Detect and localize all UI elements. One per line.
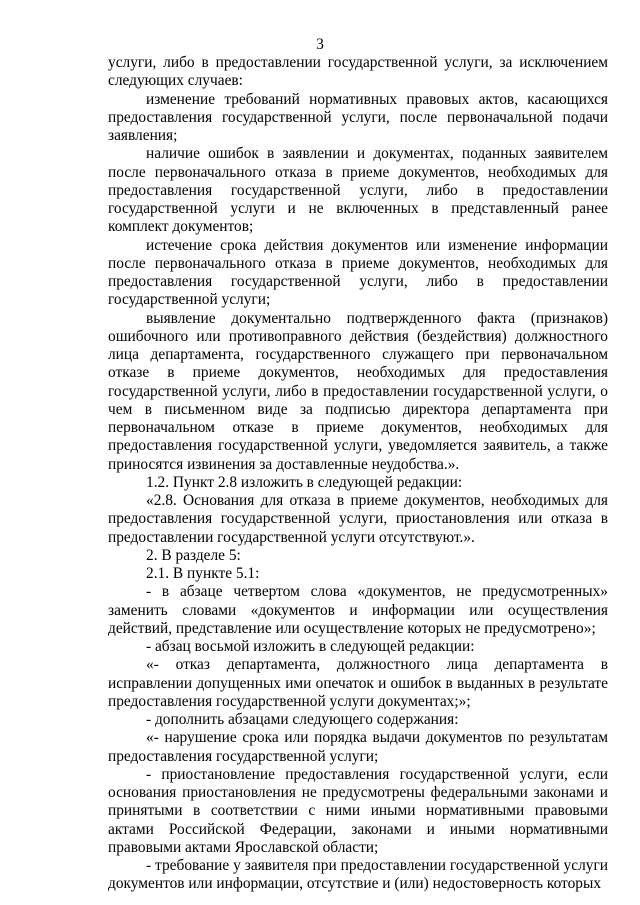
paragraph-continuation: услуги, либо в предоставлении государственной услуги, за исключением следующих случаев: <box>108 54 608 90</box>
paragraph-amend-8-text: «- отказ департамента, должностного лица департамента в исправлении допущенных ими опечаток и ошибок в выданных в результате предоставления государственной услуги документах;»; <box>108 656 608 710</box>
paragraph-amend-8: - абзац восьмой изложить в следующей редакции: <box>146 638 475 655</box>
paragraph-add-3: - требование у заявителя при предоставлении государственной услуги документов или информации, отсутствие и (или) недостоверность которых <box>108 857 608 893</box>
page-number: 3 <box>316 36 324 53</box>
paragraph-item-1-2: 1.2. Пункт 2.8 изложить в следующей редакции: <box>146 473 463 491</box>
paragraph-add-intro: - дополнить абзацами следующего содержания: <box>146 711 459 728</box>
paragraph-item-2-8: «2.8. Основания для отказа в приеме документов, необходимых для предоставления государственной услуги, приостановления или отказа в предоставлении государственной услуги отсутствуют.». <box>108 492 608 546</box>
paragraph-exception-3: истечение срока действия документов или изменение информации после первоначального отказа в приеме документов, необходимых для предоставления государственной услуги, либо в предоставлении государственной услуги; <box>108 236 608 309</box>
paragraph-exception-2: наличие ошибок в заявлении и документах, поданных заявителем после первоначального отказа в приеме документов, необходимых для предоставления государственной услуги, либо в предоставлении государственной услуги и не включенных в представленный ранее комплект документов; <box>108 145 608 236</box>
paragraph-exception-1: изменение требований нормативных правовых актов, касающихся предоставления государственной услуги, после первоначальной подачи заявления; <box>108 90 608 144</box>
document-body <box>108 54 608 894</box>
paragraph-amend-4: - в абзаце четвертом слова «документов, не предусмотренных» заменить словами «документов и информации или осуществления действий, представление или осуществление которых не предусмотрено»; <box>108 583 608 637</box>
paragraph-add-1: «- нарушение срока или порядка выдачи документов по результатам предоставления государственной услуги; <box>108 729 608 765</box>
paragraph-section-2: 2. В разделе 5: <box>146 546 241 564</box>
paragraph-item-2-1: 2.1. В пункте 5.1: <box>146 565 260 582</box>
paragraph-exception-4: выявление документально подтвержденного факта (признаков) ошибочного или противоправного действия (бездействия) должностного лица департамента, государственного служащего при первоначальном отказе в приеме документов, необходимых для предоставления государственной услуги, либо в предоставлении государственной услуги, о чем в письменном виде за подписью директора департамента при первоначальном отказе в приеме документов, необходимых для предоставления государственной услуги, уведомляется заявитель, а также приносятся извинения за доставленные неудобства.». <box>108 309 608 473</box>
paragraph-add-2: - приостановление предоставления государственной услуги, если основания приостановления не предусмотрены федеральными законами и принятыми в соответствии с ними иными нормативными правовыми актами Российской Федерации, законами и иными нормативными правовыми актами Ярославской области; <box>108 765 608 856</box>
